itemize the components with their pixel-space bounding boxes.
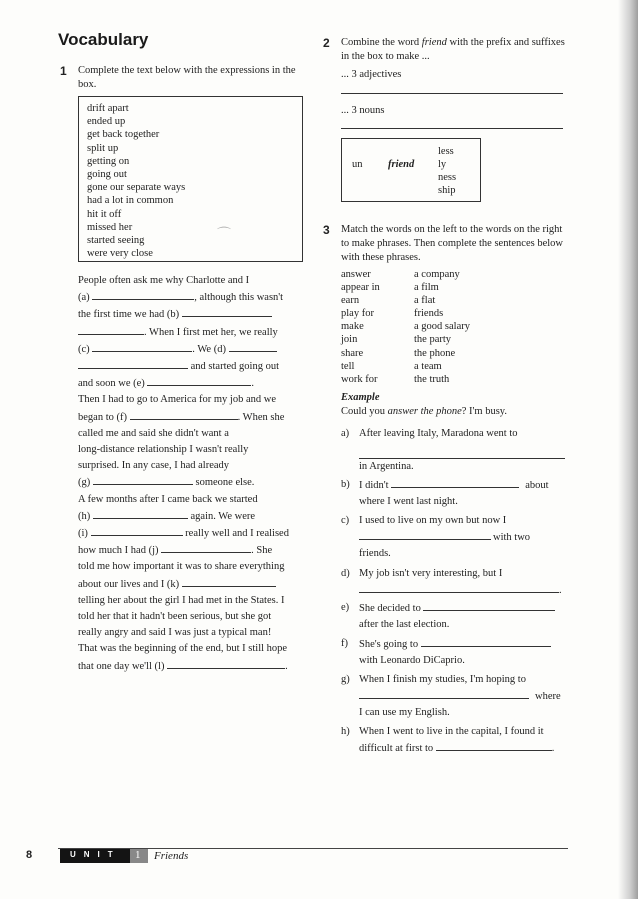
text-line: the first time we had (b) bbox=[78, 306, 308, 323]
box-item: started seeing bbox=[87, 235, 145, 247]
exercise-1-instruction: Complete the text below with the expressions in the box. bbox=[78, 65, 296, 90]
answer-line[interactable] bbox=[359, 688, 529, 699]
adjectives-answer-line[interactable] bbox=[341, 93, 563, 94]
box-item: hit it off bbox=[87, 208, 122, 220]
text-line: telling her about the girl I had met in the States. I bbox=[78, 594, 285, 606]
unit-label: UNIT bbox=[70, 850, 121, 859]
suffix-item: ly bbox=[438, 159, 447, 170]
answer-line[interactable] bbox=[423, 600, 555, 611]
section-heading: Vocabulary bbox=[58, 30, 149, 49]
answer-line[interactable] bbox=[436, 740, 552, 751]
unit-title: Friends bbox=[154, 850, 189, 862]
sentence-g: g) When I finish my studies, I'm hoping to where I can use my English. bbox=[341, 674, 561, 718]
right-word: a team bbox=[414, 360, 442, 372]
text-line: told her that it hadn't been serious, but she got bbox=[78, 611, 272, 623]
box-item: had a lot in common bbox=[87, 195, 174, 207]
left-word: play for bbox=[341, 308, 374, 320]
answer-line[interactable] bbox=[359, 529, 491, 540]
answer-line[interactable] bbox=[359, 442, 565, 459]
affix-box bbox=[341, 138, 481, 202]
text-line: about our lives and I (k) bbox=[78, 576, 308, 593]
sentence-b: b) I didn't about where I went last night. bbox=[341, 479, 549, 507]
exercise-3-number: 3 bbox=[323, 223, 330, 237]
example-block bbox=[341, 391, 507, 418]
gap-e[interactable] bbox=[147, 375, 251, 386]
text-line: that one day we'll (l) . bbox=[78, 658, 308, 675]
gap-b-cont[interactable] bbox=[78, 324, 144, 335]
left-word: appear in bbox=[341, 282, 380, 294]
right-word-column bbox=[414, 268, 470, 386]
text-line: long-distance relationship I wasn't really bbox=[78, 444, 249, 456]
box-item: ended up bbox=[87, 116, 126, 128]
answer-line[interactable] bbox=[359, 582, 559, 593]
left-word: work for bbox=[341, 373, 378, 385]
sentence-f: f) She's going to with Leonardo DiCaprio. bbox=[341, 636, 571, 670]
box-item: missed her bbox=[87, 221, 133, 233]
sentence-d: d) My job isn't very interesting, but I . bbox=[341, 568, 562, 596]
gap-d-cont[interactable] bbox=[78, 358, 188, 369]
left-word: join bbox=[341, 334, 358, 346]
box-item: getting on bbox=[87, 155, 130, 167]
nouns-label: ... 3 nouns bbox=[341, 105, 385, 116]
answer-line[interactable] bbox=[391, 477, 519, 488]
text-line: A few months after I came back we started bbox=[78, 493, 258, 505]
right-word: the party bbox=[414, 334, 452, 346]
gap-a[interactable] bbox=[92, 289, 194, 300]
right-word: a good salary bbox=[414, 321, 470, 333]
gap-h[interactable] bbox=[93, 508, 188, 519]
sentence-h: h) When I went to live in the capital, I found it difficult at first to . bbox=[341, 726, 555, 754]
text-line: (g) someone else. bbox=[78, 474, 308, 491]
exercise-2-number: 2 bbox=[323, 36, 330, 50]
right-word: a flat bbox=[414, 295, 436, 307]
text-line: how much I had (j) . She bbox=[78, 542, 308, 559]
text-line: and started going out bbox=[78, 358, 308, 375]
gap-l[interactable] bbox=[167, 658, 285, 669]
sentence-a: a) After leaving Italy, Maradona went to in Argentina. bbox=[341, 426, 571, 476]
text-line: That was the beginning of the end, but I still hope bbox=[78, 643, 288, 655]
sentence-e: e) She decided to after the last election. bbox=[341, 600, 571, 634]
box-item: were very close bbox=[87, 248, 153, 260]
left-word: make bbox=[341, 321, 364, 333]
example-label: Example bbox=[341, 392, 380, 403]
box-item: drift apart bbox=[87, 103, 129, 114]
left-word: earn bbox=[341, 295, 360, 307]
sentence-c: c) I used to live on my own but now I with two friends. bbox=[341, 515, 531, 559]
right-word: a company bbox=[414, 269, 460, 280]
text-line: began to (f) . When she bbox=[78, 409, 308, 426]
expressions-box bbox=[78, 96, 303, 262]
left-word-column bbox=[341, 268, 380, 386]
suffix-item: ness bbox=[438, 172, 457, 183]
answer-line[interactable] bbox=[421, 636, 551, 647]
box-item: get back together bbox=[87, 129, 160, 141]
left-word: share bbox=[341, 347, 364, 359]
page-number: 8 bbox=[26, 849, 33, 861]
text-line: told me how important it was to share everything bbox=[78, 561, 285, 573]
exercise-3-instruction: Match the words on the left to the words on the right to make phrases. Then complete the sentences below with these phrases. bbox=[341, 224, 563, 263]
right-word: friends bbox=[414, 308, 444, 320]
exercise-1-number: 1 bbox=[60, 64, 67, 78]
suffix-item: ship bbox=[438, 185, 456, 196]
right-word: the truth bbox=[414, 373, 450, 385]
exercise-2-instruction: Combine the word friend with the prefix and suffixes in the box to make ... bbox=[341, 37, 565, 62]
root-word: friend bbox=[388, 159, 415, 170]
gap-g[interactable] bbox=[93, 474, 193, 485]
gap-f[interactable] bbox=[130, 409, 238, 420]
pencil-mark-icon: ⌒ bbox=[217, 228, 231, 243]
gap-c[interactable] bbox=[92, 341, 192, 352]
text-line: and soon we (e) . bbox=[78, 375, 308, 392]
left-word: tell bbox=[341, 360, 355, 372]
gap-d[interactable] bbox=[229, 341, 277, 352]
text-line: (c) . We (d) bbox=[78, 341, 308, 358]
text-line: (i) really well and I realised bbox=[78, 525, 308, 542]
exercise-1-text bbox=[78, 273, 308, 675]
suffix-item: less bbox=[438, 146, 454, 157]
gap-b[interactable] bbox=[182, 306, 272, 317]
text-line: called me and said she didn't want a bbox=[78, 427, 229, 439]
left-word: answer bbox=[341, 269, 371, 280]
right-word: a film bbox=[414, 282, 439, 294]
gap-k[interactable] bbox=[182, 576, 276, 587]
text-line: . When I first met her, we really bbox=[78, 324, 308, 341]
text-line: People often ask me why Charlotte and I bbox=[78, 275, 250, 286]
gap-j[interactable] bbox=[161, 542, 251, 553]
page-edge-shadow bbox=[618, 0, 638, 899]
adjectives-label: ... 3 adjectives bbox=[341, 69, 402, 80]
box-item: gone our separate ways bbox=[87, 182, 186, 194]
text-line: (a) , although this wasn't bbox=[78, 289, 308, 306]
right-word: the phone bbox=[414, 347, 456, 359]
text-line: Then I had to go to America for my job and we bbox=[78, 394, 276, 406]
unit-number: 1 bbox=[135, 849, 141, 861]
nouns-answer-line[interactable] bbox=[341, 128, 563, 129]
gap-i[interactable] bbox=[91, 525, 183, 536]
text-line: (h) again. We were bbox=[78, 508, 308, 525]
text-line: surprised. In any case, I had already bbox=[78, 460, 230, 472]
example-sentence: Could you answer the phone? I'm busy. bbox=[341, 406, 507, 417]
prefix-text: un bbox=[352, 159, 363, 170]
box-item: going out bbox=[87, 169, 127, 181]
box-item: split up bbox=[87, 142, 119, 154]
text-line: really angry and said I was just a typical man! bbox=[78, 627, 272, 639]
